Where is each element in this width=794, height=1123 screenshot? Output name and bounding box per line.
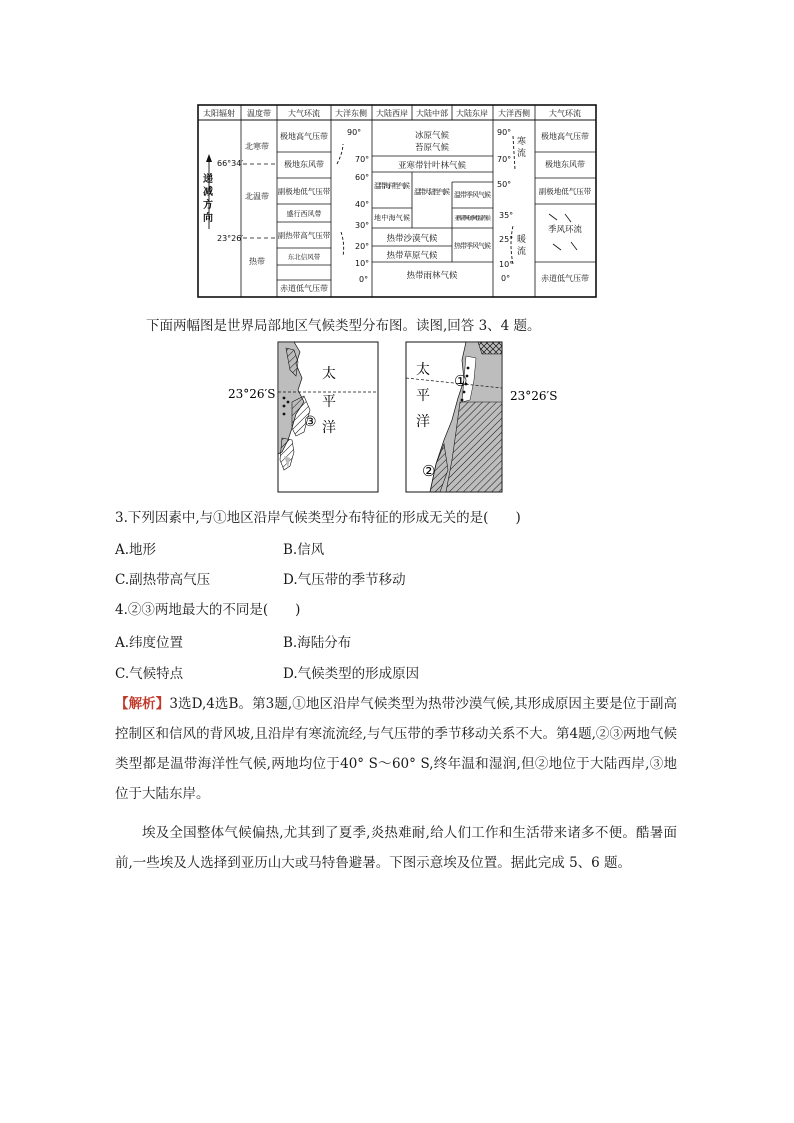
- cold-current-1: 寒: [517, 137, 527, 147]
- r-circ-monsoon: 季风环流: [547, 225, 583, 235]
- left-lat-90: 90°: [347, 128, 362, 137]
- q3-option-a[interactable]: A.地形: [115, 542, 157, 558]
- right-lat-10: 10°: [499, 260, 514, 269]
- side-label-1: 递: [203, 174, 213, 185]
- header-8: 大洋西侧: [498, 109, 530, 118]
- q4-option-a[interactable]: A.纬度位置: [115, 635, 184, 651]
- analysis-text: 3选D,4选B。第3题,①地区沿岸气候类型为热带沙漠气候,其形成原因主要是位于副高控制区和信风的背风坡,且沿岸有寒流流经,与气压带的季节移动关系不大。第4题,②③两地气候类型都是温带海洋性气候,两地均位于40° S～60° S,终年温和湿润,但②地位于大陆西岸,③地位于大陆东岸。: [115, 696, 677, 802]
- climate-subtropical-monsoon: 亚热带季风和季风性湿润气候: [454, 216, 491, 222]
- header-7: 大陆东岸: [456, 109, 488, 118]
- right-lat-90: 90°: [497, 128, 512, 137]
- climate-temperate-continental: 温带大陆性气候: [414, 188, 450, 196]
- climate-temperate-monsoon: 温带季风气候: [454, 191, 491, 199]
- q4-option-c[interactable]: C.气候特点: [115, 666, 184, 682]
- warm-current-1: 暖: [517, 235, 527, 245]
- circ-equator-low: 赤道低气压带: [280, 284, 328, 293]
- lat-23: 23°26′: [217, 234, 244, 243]
- analysis-tag: 【解析】: [115, 696, 170, 712]
- left-lat-60: 60°: [355, 173, 370, 182]
- climate-temperate-marine: 温带海洋性气候: [374, 182, 410, 190]
- passage-text: 埃及全国整体气候偏热,尤其到了夏季,炎热难耐,给人们工作和生活带来诸多不便。酷暑面前,一些埃及人选择到亚历山大或马特鲁避暑。下图示意埃及位置。据此完成 5、6 题。: [115, 825, 677, 871]
- left-ocean-3: 洋: [322, 420, 336, 436]
- climate-savanna: 热带草原气候: [386, 251, 438, 261]
- right-ocean-3: 洋: [416, 414, 430, 430]
- left-ocean-1: 太: [322, 366, 336, 382]
- header-4: 大洋东侧: [335, 109, 367, 118]
- circ-ne-trade: 东北信风带: [287, 253, 321, 261]
- right-lat-label: 23°26′S: [510, 389, 558, 403]
- q3-stem: 3.下列因素中,与①地区沿岸气候类型分布特征的形成无关的是( ): [115, 510, 521, 526]
- q3-option-d[interactable]: D.气压带的季节移动: [283, 572, 406, 588]
- r-circ-equator-low: 赤道低气压带: [541, 274, 589, 283]
- header-9: 大气环流: [549, 109, 581, 118]
- left-map: [278, 342, 378, 492]
- q4-stem: 4.②③两地最大的不同是( ): [115, 602, 301, 618]
- r-circ-polar-high: 极地高气压带: [541, 132, 589, 141]
- zone-tropical: 热带: [249, 257, 265, 266]
- warm-current-2: 流: [517, 247, 527, 257]
- q4-option-d[interactable]: D.气候类型的形成原因: [283, 666, 420, 682]
- analysis: [115, 689, 677, 809]
- right-lat-50: 50°: [497, 180, 512, 189]
- right-lat-70: 70°: [497, 155, 512, 164]
- left-lat-70: 70°: [355, 155, 370, 164]
- marker-1: ①: [454, 372, 468, 390]
- side-label-4: 向: [203, 213, 213, 224]
- right-ocean-1: 太: [416, 362, 430, 378]
- header-5: 大陆西岸: [376, 109, 408, 118]
- climate-tundra: 苔原气候: [414, 143, 450, 153]
- climate-subarctic: 亚寒带针叶林气候: [397, 161, 467, 171]
- circ-subpolar-low: 副极地低气压带: [277, 187, 331, 196]
- left-lat-20: 20°: [355, 242, 370, 251]
- zone-north-temperate: 北温带: [245, 192, 269, 201]
- right-map: [406, 342, 502, 492]
- right-lat-0: 0°: [501, 274, 511, 283]
- left-lat-30: 30°: [355, 221, 370, 230]
- lat-66: 66°34′: [217, 159, 244, 168]
- circ-polar-high: 极地高气压带: [280, 132, 328, 141]
- header-1: 太阳辐射: [203, 109, 235, 118]
- q3-option-b[interactable]: B.信风: [283, 542, 325, 558]
- q4-option-b[interactable]: B.海陆分布: [283, 635, 352, 651]
- right-lat-25: 25°: [499, 235, 514, 244]
- right-ocean-2: 平: [416, 388, 430, 404]
- climate-mediterranean: 地中海气候: [374, 214, 410, 222]
- left-lat-10: 10°: [355, 259, 370, 268]
- intro-text: 下面两幅图是世界局部地区气候类型分布图。读图,回答 3、4 题。: [146, 318, 541, 334]
- climate-polar: 冰原气候: [414, 131, 450, 141]
- side-label-3: 方: [203, 200, 213, 211]
- circ-westerly: 盛行西风带: [286, 210, 322, 218]
- climate-tropical-desert: 热带沙漠气候: [386, 234, 438, 244]
- cold-current-2: 流: [517, 149, 527, 159]
- left-ocean-2: 平: [322, 394, 336, 410]
- r-circ-polar-east: 极地东风带: [545, 160, 585, 169]
- marker-3: ③: [304, 414, 317, 430]
- right-lat-35: 35°: [499, 211, 514, 220]
- side-label-2: 减: [203, 187, 213, 198]
- zone-north-frigid: 北寒带: [245, 142, 269, 151]
- header-2: 温度带: [247, 109, 271, 118]
- circ-subtropic-high: 副热带高气压带: [277, 231, 331, 240]
- left-lat-40: 40°: [355, 200, 370, 209]
- left-lat-label: 23°26′S: [228, 387, 276, 401]
- left-lat-0: 0°: [359, 275, 369, 284]
- q3-option-c[interactable]: C.副热带高气压: [115, 572, 211, 588]
- circ-polar-east: 极地东风带: [284, 160, 324, 169]
- header-6: 大陆中部: [416, 109, 448, 118]
- climate-tropical-monsoon: 热带季风气候: [454, 242, 491, 250]
- climate-rainforest: 热带雨林气候: [406, 271, 458, 281]
- header-3: 大气环流: [288, 109, 320, 118]
- marker-2: ②: [422, 462, 436, 480]
- climate-zone-table: [197, 104, 597, 298]
- climate-maps: [226, 340, 586, 495]
- r-circ-subpolar-low: 副极地低气压带: [538, 187, 592, 196]
